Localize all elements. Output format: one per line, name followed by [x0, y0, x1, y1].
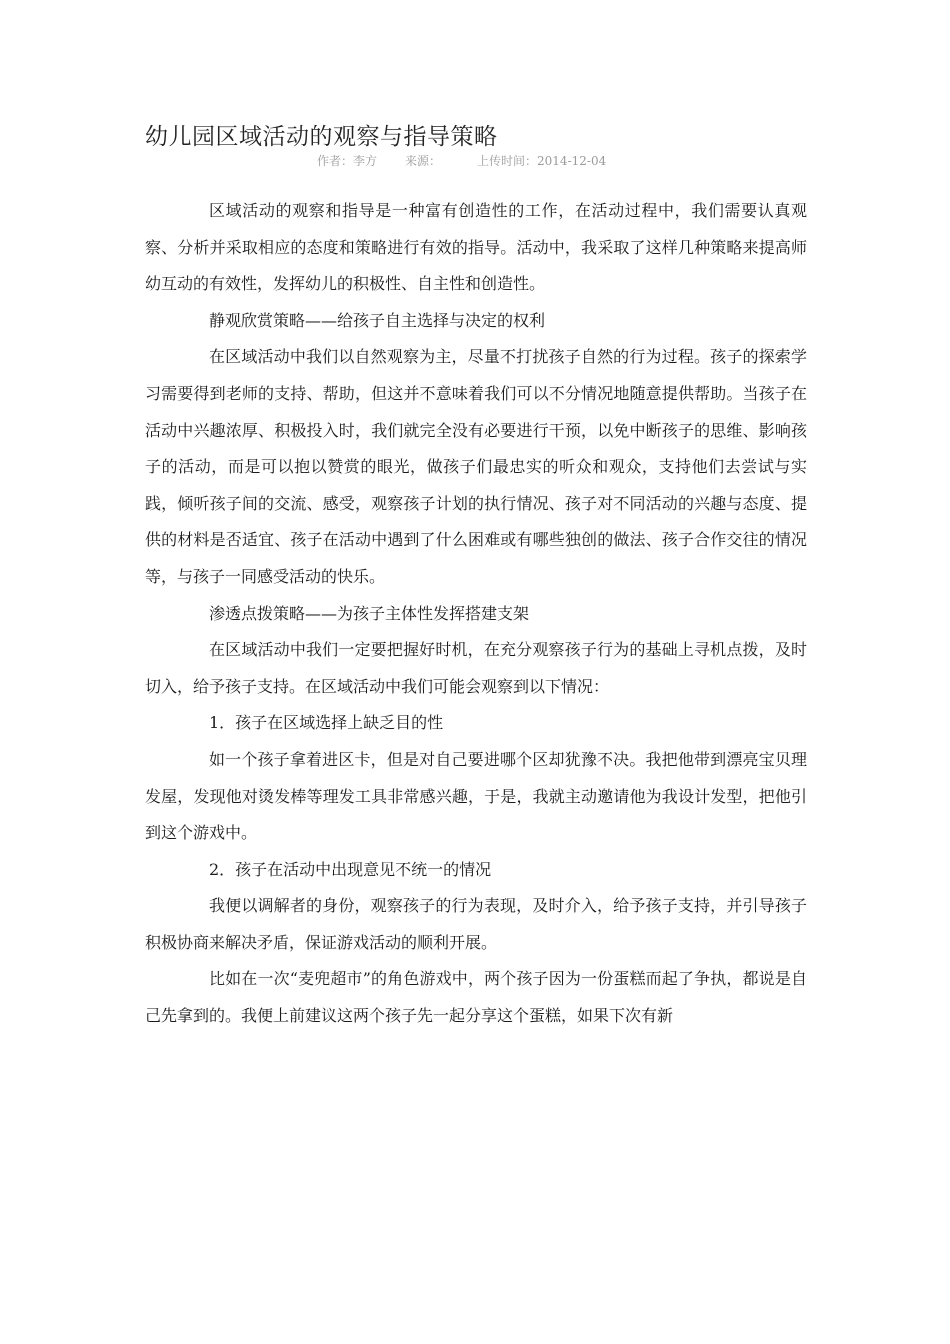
article-meta [317, 152, 606, 169]
paragraph: 在区域活动中我们以自然观察为主，尽量不打扰孩子自然的行为过程。孩子的探索学习需要得到老师的支持、帮助，但这并不意味着我们可以不分情况地随意提供帮助。当孩子在活动中兴趣浓厚、积极投入时，我们就完全没有必要进行干预，以免中断孩子的思维、影响孩子的活动，而是可以抱以赞赏的眼光，做孩子们最忠实的听众和观众，支持他们去尝试与实践，倾听孩子间的交流、感受，观察孩子计划的执行情况、孩子对不同活动的兴趣与态度、提供的材料是否适宜、孩子在活动中遇到了什么困难或有哪些独创的做法、孩子合作交往的情况等，与孩子一同感受活动的快乐。 [145, 347, 807, 586]
paragraph: 如一个孩子拿着进区卡，但是对自己要进哪个区却犹豫不决。我把他带到漂亮宝贝理发屋，发现他对烫发棒等理发工具非常感兴趣，于是，我就主动邀请他为我设计发型，把他引到这个游戏中。 [145, 749, 807, 843]
paragraph: 我便以调解者的身份，观察孩子的行为表现，及时介入，给予孩子支持，并引导孩子积极协商来解决矛盾，保证游戏活动的顺利开展。 [145, 896, 807, 952]
author-label: 作者：李方 [317, 154, 378, 168]
paragraph: 区域活动的观察和指导是一种富有创造性的工作，在活动过程中，我们需要认真观察、分析并采取相应的态度和策略进行有效的指导。活动中，我采取了这样几种策略来提高师幼互动的有效性，发挥幼儿的积极性、自主性和创造性。 [145, 201, 807, 294]
list-heading: 1．孩子在区域选择上缺乏目的性 [209, 713, 444, 733]
page-title: 幼儿园区域活动的观察与指导策略 [145, 124, 498, 150]
article-body [145, 193, 807, 1035]
section-heading: 静观欣赏策略——给孩子自主选择与决定的权利 [209, 310, 546, 330]
upload-time-label: 上传时间：2014-12-04 [477, 154, 607, 168]
source-label: 来源： [405, 154, 442, 168]
section-heading: 渗透点拨策略——为孩子主体性发挥搭建支架 [209, 603, 530, 623]
paragraph: 在区域活动中我们一定要把握好时机，在充分观察孩子行为的基础上寻机点拨，及时切入，给予孩子支持。在区域活动中我们可能会观察到以下情况： [145, 640, 807, 696]
paragraph: 比如在一次“麦兜超市”的角色游戏中，两个孩子因为一份蛋糕而起了争执，都说是自己先拿到的。我便上前建议这两个孩子先一起分享这个蛋糕，如果下次有新 [145, 969, 807, 1026]
list-heading: 2．孩子在活动中出现意见不统一的情况 [209, 859, 492, 879]
